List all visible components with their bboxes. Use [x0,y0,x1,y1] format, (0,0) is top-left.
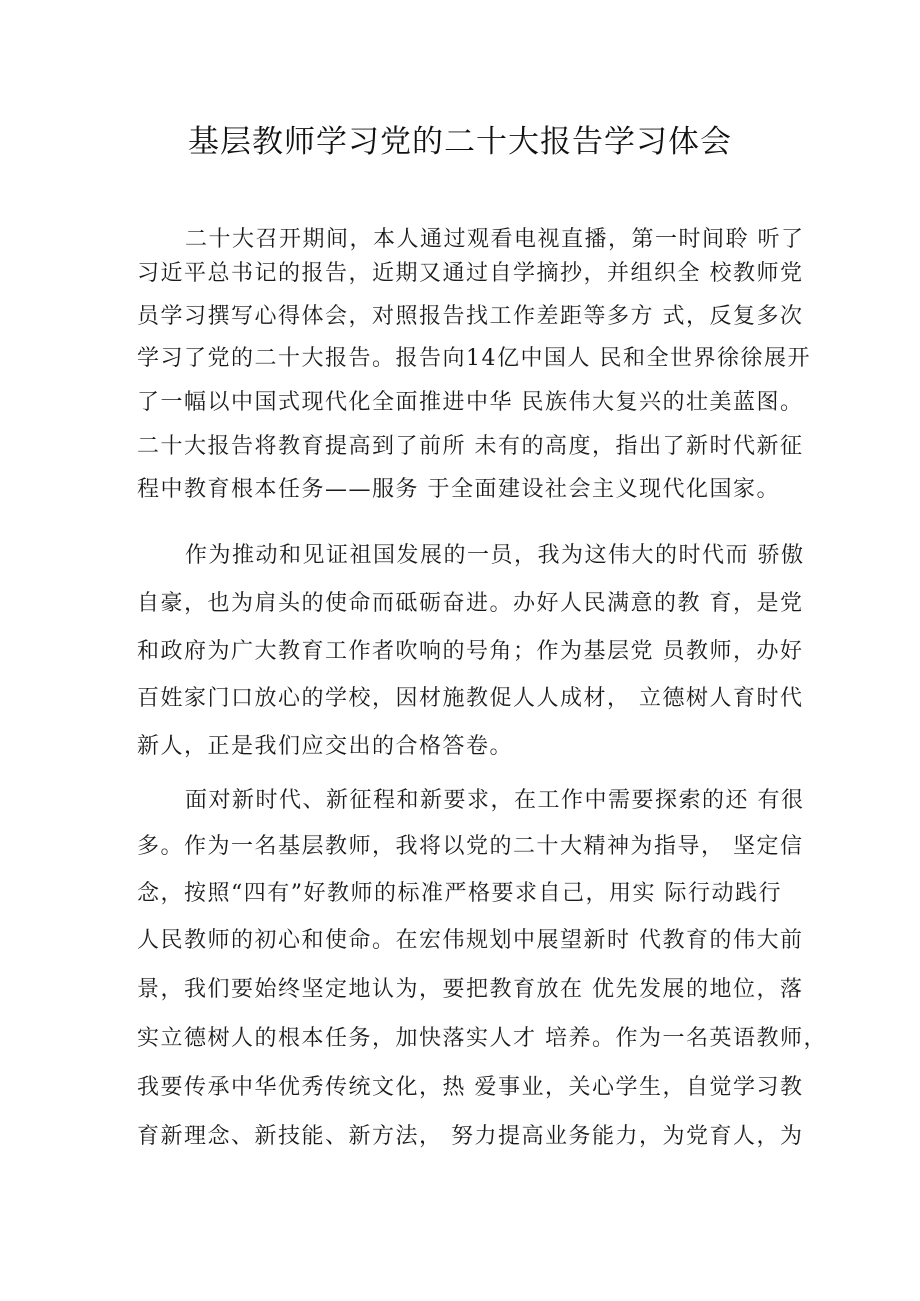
paragraph-1-line-6: 二十大报告将教育提高到了前所 未有的高度，指出了新时代新征 [137,434,804,459]
paragraph-3-line-7: 我要传承中华优秀传统文化，热 爱事业，关心学生，自觉学习教 [137,1075,804,1100]
paragraph-1-line-5: 了一幅以中国式现代化全面推进中华 民族伟大复兴的壮美蓝图。 [137,390,804,415]
paragraph-2-line-1: 作为推动和见证祖国发展的一员，我为这伟大的时代而 骄傲 [185,543,805,568]
paragraph-1-line-1: 二十大召开期间，本人通过观看电视直播，第一时间聆 听了 [185,227,805,252]
paragraph-1-line-4: 学习了党的二十大报告。报告向14亿中国人 民和全世界徐徐展开 [137,346,811,371]
paragraph-2-line-3: 和政府为广大教育工作者吹响的号角；作为基层党 员教师，办好 [137,639,804,664]
paragraph-3-line-1: 面对新时代、新征程和新要求，在工作中需要探索的还 有很 [185,788,805,813]
paragraph-3-line-2: 多。作为一名基层教师，我将以党的二十大精神为指导， 坚定信 [137,834,804,859]
paragraph-1-line-7: 程中教育根本任务——服务 于全面建设社会主义现代化国家。 [137,477,780,502]
paragraph-3-line-5: 景，我们要始终坚定地认为，要把教育放在 优先发展的地位，落 [137,977,804,1002]
paragraph-3-line-3: 念，按照“四有”好教师的标准严格要求自己，用实 际行动践行 [137,881,782,906]
paragraph-1-line-3: 员学习撰写心得体会，对照报告找工作差距等多方 式，反复多次 [137,304,804,329]
paragraph-3-line-8: 育新理念、新技能、新方法， 努力提高业务能力，为党育人，为 [137,1124,804,1149]
paragraph-2-line-4: 百姓家门口放心的学校，因材施教促人人成材， 立德树人育时代 [137,686,804,711]
document-title: 基层教师学习党的二十大报告学习体会 [188,124,732,160]
paragraph-2-line-5: 新人，正是我们应交出的合格答卷。 [137,734,514,759]
paragraph-1-line-2: 习近平总书记的报告，近期又通过自学摘抄，并组织全 校教师党 [137,261,804,286]
paragraph-3-line-4: 人民教师的初心和使命。在宏伟规划中展望新时 代教育的伟大前 [137,928,804,953]
paragraph-3-line-6: 实立德树人的根本任务，加快落实人才 培养。作为一名英语教师， [137,1026,827,1051]
paragraph-2-line-2: 自豪，也为肩头的使命而砥砺奋进。办好人民满意的教 育，是党 [137,591,804,616]
